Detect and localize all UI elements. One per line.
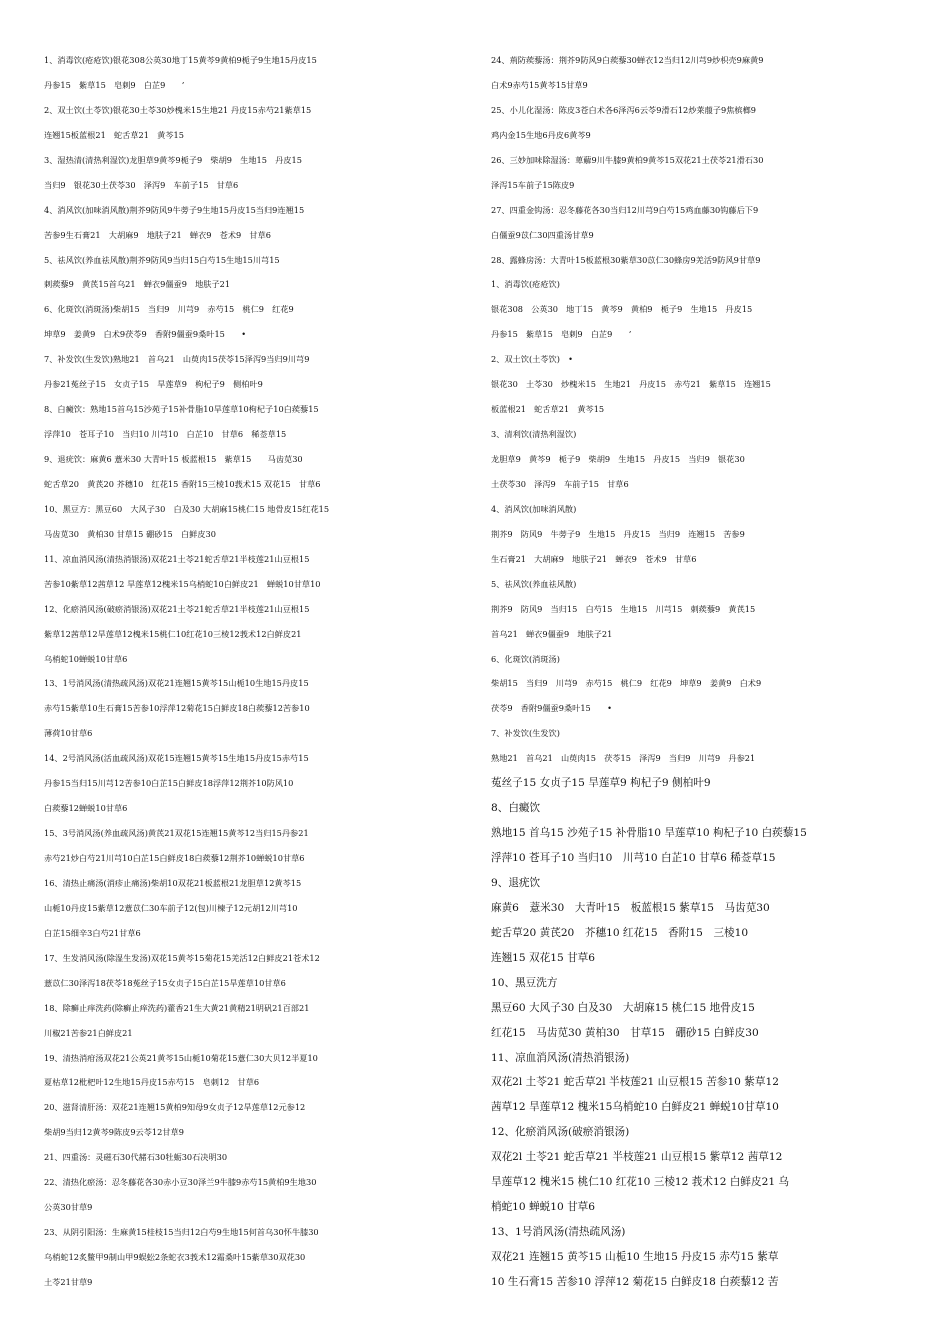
text-line: 土苓21甘草9 [44,1276,93,1287]
text-line: 龙胆草9 黄芩9 栀子9 柴胡9 生地15 丹皮15 当归9 银花30 [491,454,745,464]
text-line: 10、黑豆洗方 [491,976,558,989]
text-line: 11、凉血消风汤(清热消银汤)双花21土苓21蛇舌草21半枝莲21山豆根15 [44,553,310,564]
text-line: 28、露蜂房汤：大青叶15板蓝根30紫草30苡仁30蜂房9羌活9防风9甘草9 [491,254,761,265]
text-line: 18、除癣止痒洗药(除癣止痒洗药)藿香21生大黄21黄精21明矾21百部21 [44,1002,310,1013]
text-line: 7、补发饮(生发饮)熟地21 首乌21 山萸肉15茯苓15泽泻9当归9川芎9 [44,354,310,365]
text-line: 银花308 公英30 地丁15 黄芩9 黄柏9 栀子9 生地15 丹皮15 [491,304,753,315]
text-line: 22、清热化瘀汤：忍冬藤花各30赤小豆30泽兰9牛膝9赤芍15黄柏9生地30 [44,1177,317,1188]
text-line: 荆芥9 防风9 当归15 白芍15 生地15 川芎15 刺蒺藜9 黄芪15 [491,603,756,614]
text-line: 25、小儿化湿汤：陈皮3苍白术各6泽泻6云苓9滑石12炒莱菔子9焦槟榔9 [491,104,756,115]
text-line: 双花21 连翘15 黄芩15 山栀10 生地15 丹皮15 赤芍15 紫草 [491,1251,779,1263]
text-line: 山栀10丹皮15紫草12薏苡仁30车前子12(包)川楝子12元胡12川芎10 [44,902,298,913]
text-line: 苦参9生石膏21 大胡麻9 地肤子21 蝉衣9 苍术9 甘草6 [44,229,272,240]
text-line: 马齿苋30 黄柏30 甘草15 硼砂15 白鲜皮30 [44,528,216,539]
text-line: 1、消毒饮(疮疮饮) [491,279,560,290]
text-line: 旱莲草12 槐米15 桃仁10 红花10 三棱12 莪术12 白鲜皮21 乌 [491,1176,790,1189]
text-line: 土茯苓30 泽泻9 车前子15 甘草6 [491,478,629,489]
text-line: 熟地15 首乌15 沙苑子15 补骨脂10 旱莲草10 枸杞子10 白蒺藜15 [491,827,807,840]
text-line: 10 生石膏15 苦参10 浮萍12 菊花15 白鲜皮18 白蒺藜12 苦 [491,1275,779,1288]
text-line: 7、补发饮(生发饮) [491,728,560,739]
text-line: 4、消风饮(加味消风散)荆芥9防风9牛蒡子9生地15丹皮15当归9连翘15 [44,204,305,215]
text-line: 5、祛风饮(养血祛风散) [491,578,577,589]
text-line: 20、滋肾清肝汤：双花21连翘15黄柏9知母9女贞子12旱莲草12元参12 [44,1102,306,1113]
text-line: 茜草12 旱莲草12 槐米15乌梢蛇10 白鲜皮21 蝉蜕10甘草10 [491,1101,779,1114]
text-line: 赤芍15紫草10生石膏15苦参10浮萍12菊花15白鲜皮18白蒺藜12苦参10 [44,703,310,714]
text-line: 鸡内金15生地6丹皮6黄芩9 [491,129,591,140]
text-line: 紫草12茜草12旱莲草12槐米15桃仁10红花10三棱12莪术12白鲜皮21 [44,628,302,639]
text-line: 19、清热消疳汤双花21公英21黄芩15山栀10菊花15薏仁30大贝12半夏10 [44,1052,318,1063]
text-line: 8、白癜饮：熟地15首乌15沙苑子15补骨脂10旱莲草10枸杞子10白蒺藜15 [44,404,319,415]
text-line: 1、消毒饮(疮疮饮)银花308公英30地丁15黄芩9黄柏9栀子9生地15丹皮15 [44,55,317,65]
text-line: 蛇舌草20 黄芪20 芥穗10 红花15 香附15三棱10莪术15 双花15 甘草6 [44,478,321,489]
text-line: 乌梢蛇12炙鳖甲9制山甲9蜈蚣2条蛇衣3莪术12霜桑叶15紫草30双花30 [44,1252,306,1262]
text-line: 熟地21 首乌21 山萸肉15 茯苓15 泽泻9 当归9 川芎9 丹参21 [491,753,756,764]
text-line: 14、2号消风汤(活血疏风汤)双花15连翘15黄芩15生地15丹皮15赤芍15 [44,753,309,764]
text-line: 夏枯草12枇杷叶12生地15丹皮15赤芍15 皂刺12 甘草6 [44,1077,260,1088]
text-line: 红花15 马齿苋30 黄柏30 甘草15 硼砂15 白鲜皮30 [491,1026,759,1039]
text-line: 黑豆60 大风子30 白及30 大胡麻15 桃仁15 地骨皮15 [491,1001,755,1014]
text-line: 薏苡仁30泽泻18茯苓18菟丝子15女贞子15白芷15旱莲草10甘草6 [44,977,286,988]
text-line: 梢蛇10 蝉蜕10 甘草6 [491,1201,595,1214]
text-line: 丹参15 紫草15 皂刺9 白芷9 ’ [491,329,632,340]
text-line: 9、退疣饮 [491,876,541,889]
left-text-column [44,48,444,1295]
text-line: 5、祛风饮(养血祛风散)荆芥9防风9当归15白芍15生地15川芎15 [44,254,280,265]
text-line: 13、1号消风汤(清热疏风汤) [491,1226,626,1239]
text-line: 16、清热止痛汤(消疹止痛汤)柴胡10双花21板蓝根21龙胆草12黄芩15 [44,877,302,888]
text-line: 茯苓9 香附9僵蚕9桑叶15 • [491,703,612,714]
text-line: 24、荊防蒺藜汤：荆芥9防风9白蒺藜30蝉衣12当归12川芎9炒枳壳9麻黄9 [491,55,764,65]
text-line: 双花2l 土苓21 蛇舌草2l 半枝莲21 山豆根15 苦参10 紫草12 [491,1076,779,1089]
text-line: 12、化瘀消风汤(破瘀消银汤) [491,1126,630,1139]
text-line: 白蒺藜12蝉蜕10甘草6 [44,803,128,814]
text-line: 26、三妙加味除湿汤：萆薢9川牛膝9黄柏9黄芩15双花21土茯苓21滑石30 [491,154,764,165]
text-line: 21、四重汤：灵磁石30代赭石30牡蛎30石决明30 [44,1152,228,1163]
text-line: 2、双土饮(土苓饮) • [491,354,573,365]
text-line: 生石膏21 大胡麻9 地肤子21 蝉衣9 苍术9 甘草6 [491,553,697,564]
text-line: 11、凉血消风汤(清热消银汤) [491,1051,630,1064]
text-line: 荆芥9 防风9 牛蒡子9 生地15 丹皮15 当归9 连翘15 苦参9 [491,528,745,539]
text-line: 13、1号消风汤(清热疏风汤)双花21连翘15黄芩15山栀10生地15丹皮15 [44,678,309,689]
text-line: 丹参21菟丝子15 女贞子15 旱莲草9 枸杞子9 侧柏叶9 [44,379,263,390]
text-line: 公英30甘草9 [44,1202,93,1213]
text-line: 柴胡15 当归9 川芎9 赤芍15 桃仁9 红花9 坤草9 姜黄9 白术9 [491,678,762,689]
text-line: 4、消风饮(加味消风散) [491,503,577,514]
text-line: 菟丝子15 女贞子15 旱莲草9 枸杞子9 侧柏叶9 [491,777,711,790]
text-line: 10、黑豆方：黑豆60 大风子30 白及30 大胡麻15桃仁15 地骨皮15红花15 [44,503,330,514]
text-line: 苦参10紫草12茜草12 旱莲草12槐米15乌梢蛇10白鲜皮21 蝉蜕10甘草10 [44,578,321,589]
right-text-column [491,48,921,1295]
text-line: 12、化瘀消风汤(破瘀消银汤)双花21土苓21蛇舌草21半枝莲21山豆根15 [44,603,310,614]
text-line: 3、湿热清(清热利湿饮)龙胆草9黄芩9栀子9 柴胡9 生地15 丹皮15 [44,154,302,165]
text-line: 8、白癜饮 [491,802,541,815]
text-line: 23、从阴引阳汤：生麻黄15桂枝15当归12白芍9生地15何首乌30怀牛膝30 [44,1227,319,1238]
text-line: 刺蒺藜9 黄芪15首乌21 蝉衣9僵蚕9 地肤子21 [44,279,231,290]
text-line: 白术9赤芍15黄芩15甘草9 [491,79,588,90]
text-line: 赤芍21炒白芍21川芎10白芷15白鲜皮18白蒺藜12荆芥10蝉蜕10甘草6 [44,853,305,863]
text-line: 薄荷10甘草6 [44,728,93,739]
text-line: 川椒21苦参21白鲜皮21 [44,1027,133,1038]
text-line: 丹参15当归15川芎12苦参10白芷15白鲜皮18浮萍12荆芥10防风10 [44,778,294,789]
text-line: 丹参15 紫草15 皂刺9 白芷9 ’ [44,79,185,90]
text-line: 2、双土饮(土苓饮)银花30土苓30炒槐米15生地21 丹皮15赤芍21紫草15 [44,104,312,115]
text-line: 乌梢蛇10蝉蜕10甘草6 [44,653,128,664]
text-line: 蛇舌草20 黄芪20 芥穗10 红花15 香附15 三棱10 [491,926,749,939]
text-line: 连翘15 双花15 甘草6 [491,951,595,964]
text-line: 浮萍10 苍耳子10 当归10 川芎10 白芷10 甘草6 稀莶草15 [44,429,287,440]
text-line: 6、化斑饮(消斑汤)柴胡15 当归9 川芎9 赤芍15 桃仁9 红花9 [44,304,294,315]
text-line: 麻黄6 薏米30 大青叶15 板蓝根15 紫草15 马齿苋30 [491,901,770,914]
text-line: 坤草9 姜黄9 白术9茯苓9 香附9僵蚕9桑叶15 • [44,329,247,340]
text-line: 板蓝根21 蛇舌草21 黄芩15 [491,404,605,415]
text-line: 15、3号消风汤(养血疏风汤)黄芪21双花15连翘15黄芩12当归15丹参21 [44,828,309,839]
text-line: 首乌21 蝉衣9僵蚕9 地肤子21 [491,628,613,639]
text-line: 6、化斑饮(消斑汤) [491,653,560,664]
text-line: 27、四重金钩汤：忍冬藤花各30当归12川芎9白芍15鸡血藤30钩藤后下9 [491,204,759,215]
text-line: 双花2l 土苓21 蛇舌草21 半枝莲21 山豆根15 紫草12 茜草12 [491,1151,783,1164]
text-line: 白芷15细辛3白芍21甘草6 [44,927,141,938]
text-line: 银花30 土苓30 炒槐米15 生地21 丹皮15 赤芍21 紫草15 连翘15 [491,379,771,390]
text-line: 白僵蚕9苡仁30四重汤甘草9 [491,229,594,240]
text-line: 9、退疣饮：麻黄6 薏米30 大青叶15 板蓝根15 紫草15 马齿苋30 [44,454,303,464]
text-line: 3、清利饮(清热利湿饮) [491,429,577,440]
text-line: 17、生发消风汤(除湿生发汤)双花15黄芩15菊花15羌活12白鲜皮21苍术12 [44,952,320,963]
text-line: 柴胡9当归12黄芩9陈皮9云苓12甘草9 [44,1127,184,1138]
text-line: 连翘15板蓝根21 蛇舌草21 黄芩15 [44,129,184,140]
text-line: 浮萍10 苍耳子10 当归10 川芎10 白芷10 甘草6 稀莶草15 [491,852,776,864]
text-line: 泽泻15车前子15陈皮9 [491,179,575,190]
text-line: 当归9 银花30土茯苓30 泽泻9 车前子15 甘草6 [44,179,239,190]
